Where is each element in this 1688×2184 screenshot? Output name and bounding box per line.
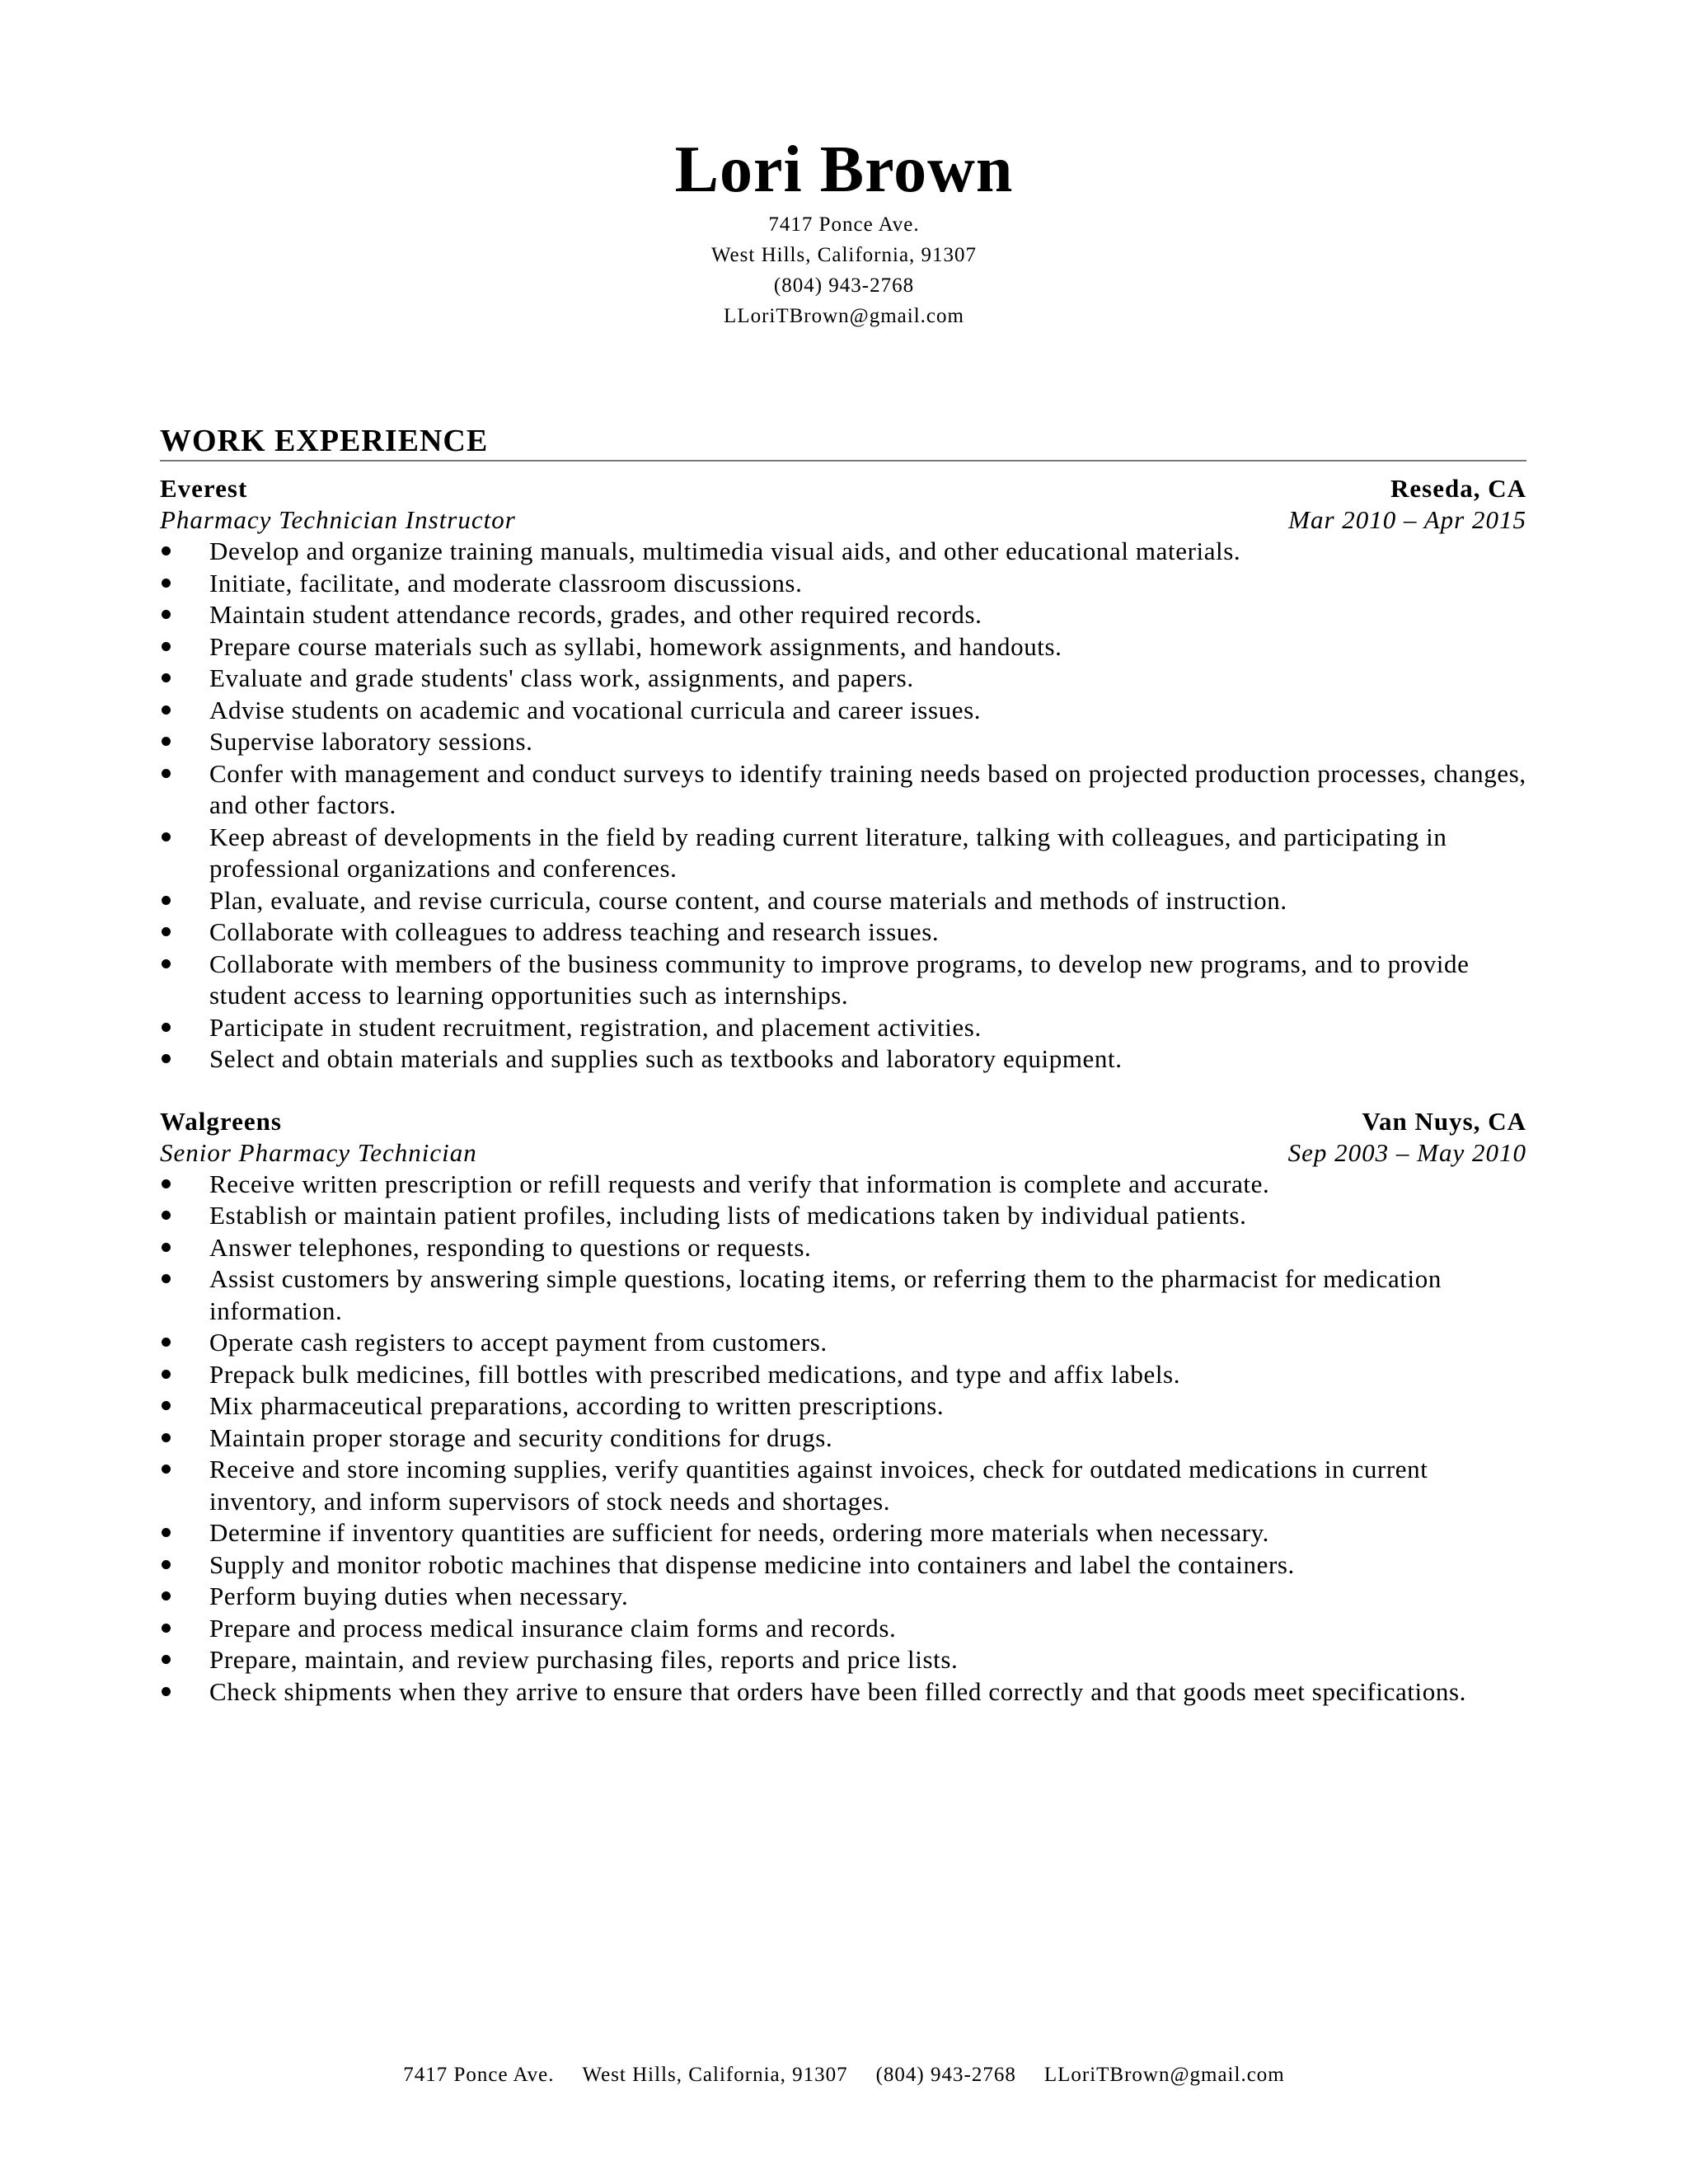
duty-text: Keep abreast of developments in the field by reading current literature, talking with colleagues, and participating in professional organizations and conferences.: [209, 822, 1447, 883]
bullet-icon: [162, 1023, 171, 1032]
bullet-icon: [162, 1243, 171, 1252]
duty-item: [160, 1454, 1526, 1517]
bullet-icon: [162, 546, 171, 555]
company-name: Walgreens: [160, 1106, 282, 1136]
duty-item: [160, 1012, 1526, 1044]
duty-item: [160, 568, 1526, 600]
bullet-icon: [162, 705, 171, 715]
job-title-row: [160, 504, 1526, 536]
resume-header: [0, 130, 1688, 331]
footer-city: West Hills, California, 91307: [582, 2064, 848, 2086]
job-title-row: [160, 1137, 1526, 1169]
bullet-icon: [162, 642, 171, 651]
candidate-name: Lori Brown: [674, 134, 1014, 206]
duty-item: [160, 1644, 1526, 1676]
bullet-icon: [162, 1465, 171, 1474]
bullet-icon: [162, 1433, 171, 1442]
duty-item: [160, 1517, 1526, 1549]
duty-item: [160, 1390, 1526, 1422]
bullet-icon: [162, 927, 171, 936]
phone-line: (804) 943-2768: [773, 274, 915, 297]
job-entry: [160, 1106, 1526, 1708]
duty-item: [160, 726, 1526, 758]
duty-item: [160, 758, 1526, 822]
work-experience-section: [160, 422, 1526, 1738]
footer-address: 7417 Ponce Ave.: [403, 2064, 555, 2086]
footer-phone: (804) 943-2768: [875, 2064, 1016, 2086]
duty-text: Prepare, maintain, and review purchasing files, reports and price lists.: [209, 1645, 959, 1674]
duty-list: [160, 536, 1526, 1076]
duty-item: [160, 1549, 1526, 1582]
duty-text: Mix pharmaceutical preparations, according to written prescriptions.: [209, 1391, 945, 1420]
duty-text: Participate in student recruitment, registration, and placement activities.: [209, 1012, 982, 1042]
bullet-icon: [162, 737, 171, 746]
bullet-icon: [162, 1370, 171, 1379]
duty-text: Establish or maintain patient profiles, including lists of medications taken by individual patients.: [209, 1201, 1247, 1230]
duty-text: Advise students on academic and vocational curricula and career issues.: [209, 695, 982, 724]
bullet-icon: [162, 1211, 171, 1220]
duty-item: [160, 1422, 1526, 1455]
job-dates: Mar 2010 – Apr 2015: [1288, 505, 1526, 534]
duty-item: [160, 949, 1526, 1012]
duty-text: Plan, evaluate, and revise curricula, course content, and course materials and methods of instruction.: [209, 885, 1287, 915]
duty-text: Check shipments when they arrive to ensure that orders have been filled correctly and that goods meet specifications.: [209, 1676, 1466, 1706]
bullet-icon: [162, 769, 171, 778]
duty-text: Supervise laboratory sessions.: [209, 727, 533, 756]
duty-item: [160, 536, 1526, 568]
duty-text: Perform buying duties when necessary.: [209, 1582, 629, 1610]
bullet-icon: [162, 1401, 171, 1410]
job-title: Senior Pharmacy Technician: [160, 1137, 477, 1167]
job-dates: Sep 2003 – May 2010: [1287, 1137, 1526, 1167]
duty-item: [160, 1581, 1526, 1613]
duty-text: Assist customers by answering simple questions, locating items, or referring them to the pharmacist for medication information.: [209, 1264, 1442, 1325]
duty-item: [160, 1359, 1526, 1391]
duty-text: Receive and store incoming supplies, verify quantities against invoices, check for outdated medications in current inventory, and inform supervisors of stock needs and shortages.: [209, 1455, 1428, 1516]
duty-text: Confer with management and conduct surveys to identify training needs based on projected production processes, changes, and other factors.: [209, 758, 1526, 819]
duty-text: Develop and organize training manuals, multimedia visual aids, and other educational materials.: [209, 537, 1241, 565]
bullet-icon: [162, 1687, 171, 1696]
duty-text: Receive written prescription or refill requests and verify that information is complete and accurate.: [209, 1169, 1270, 1198]
duty-item: [160, 599, 1526, 631]
duty-text: Prepare and process medical insurance claim forms and records.: [209, 1613, 897, 1643]
duty-text: Operate cash registers to accept payment from customers.: [209, 1328, 828, 1357]
duty-item: [160, 1232, 1526, 1264]
duty-text: Maintain student attendance records, grades, and other required records.: [209, 600, 982, 629]
duty-item: [160, 695, 1526, 727]
bullet-icon: [162, 1560, 171, 1569]
duty-text: Maintain proper storage and security conditions for drugs.: [209, 1422, 833, 1452]
duty-text: Prepack bulk medicines, fill bottles with prescribed medications, and type and affix labels.: [209, 1359, 1181, 1389]
bullet-icon: [162, 959, 171, 968]
duty-item: [160, 631, 1526, 663]
duty-item: [160, 1169, 1526, 1201]
bullet-icon: [162, 1338, 171, 1347]
bullet-icon: [162, 1054, 171, 1063]
duty-item: [160, 1043, 1526, 1076]
bullet-icon: [162, 1179, 171, 1188]
job-title: Pharmacy Technician Instructor: [160, 505, 516, 534]
duty-item: [160, 885, 1526, 917]
bullet-icon: [162, 1528, 171, 1537]
address-line: 7417 Ponce Ave.: [768, 213, 920, 236]
duty-text: Evaluate and grade students' class work, assignments, and papers.: [209, 663, 914, 692]
duty-item: [160, 822, 1526, 885]
bullet-icon: [162, 1655, 171, 1664]
bullet-icon: [162, 579, 171, 588]
job-entry: [160, 473, 1526, 1076]
duty-text: Supply and monitor robotic machines that dispense medicine into containers and label the containers.: [209, 1549, 1295, 1579]
duty-text: Collaborate with colleagues to address teaching and research issues.: [209, 917, 940, 946]
email-line: LLoriTBrown@gmail.com: [724, 305, 964, 327]
duty-item: [160, 1200, 1526, 1232]
bullet-icon: [162, 1624, 171, 1633]
footer-email: LLoriTBrown@gmail.com: [1043, 2064, 1285, 2086]
bullet-icon: [162, 896, 171, 905]
duty-item: [160, 1676, 1526, 1708]
bullet-icon: [162, 832, 171, 841]
resume-footer: [0, 2061, 1688, 2089]
section-title: WORK EXPERIENCE: [160, 422, 1526, 462]
job-header-row: [160, 1106, 1526, 1137]
duty-text: Select and obtain materials and supplies such as textbooks and laboratory equipment.: [209, 1044, 1123, 1073]
bullet-icon: [162, 610, 171, 619]
job-location: Van Nuys, CA: [1362, 1106, 1526, 1136]
duty-item: [160, 916, 1526, 949]
duty-item: [160, 1327, 1526, 1359]
duty-item: [160, 663, 1526, 695]
duty-item: [160, 1263, 1526, 1327]
company-name: Everest: [160, 474, 248, 503]
bullet-icon: [162, 673, 171, 682]
job-location: Reseda, CA: [1390, 474, 1526, 503]
duty-list: [160, 1169, 1526, 1708]
duty-text: Collaborate with members of the business community to improve programs, to develop new programs, and to provide student access to learning opportunities such as internships.: [209, 949, 1470, 1010]
duty-text: Determine if inventory quantities are sufficient for needs, ordering more materials when necessary.: [209, 1518, 1270, 1547]
job-header-row: [160, 473, 1526, 504]
city-line: West Hills, California, 91307: [710, 244, 978, 266]
bullet-icon: [162, 1591, 171, 1601]
duty-item: [160, 1613, 1526, 1645]
duty-text: Prepare course materials such as syllabi, homework assignments, and handouts.: [209, 631, 1062, 661]
duty-text: Initiate, facilitate, and moderate classroom discussions.: [209, 568, 803, 598]
duty-text: Answer telephones, responding to questions or requests.: [209, 1232, 812, 1262]
bullet-icon: [162, 1274, 171, 1283]
